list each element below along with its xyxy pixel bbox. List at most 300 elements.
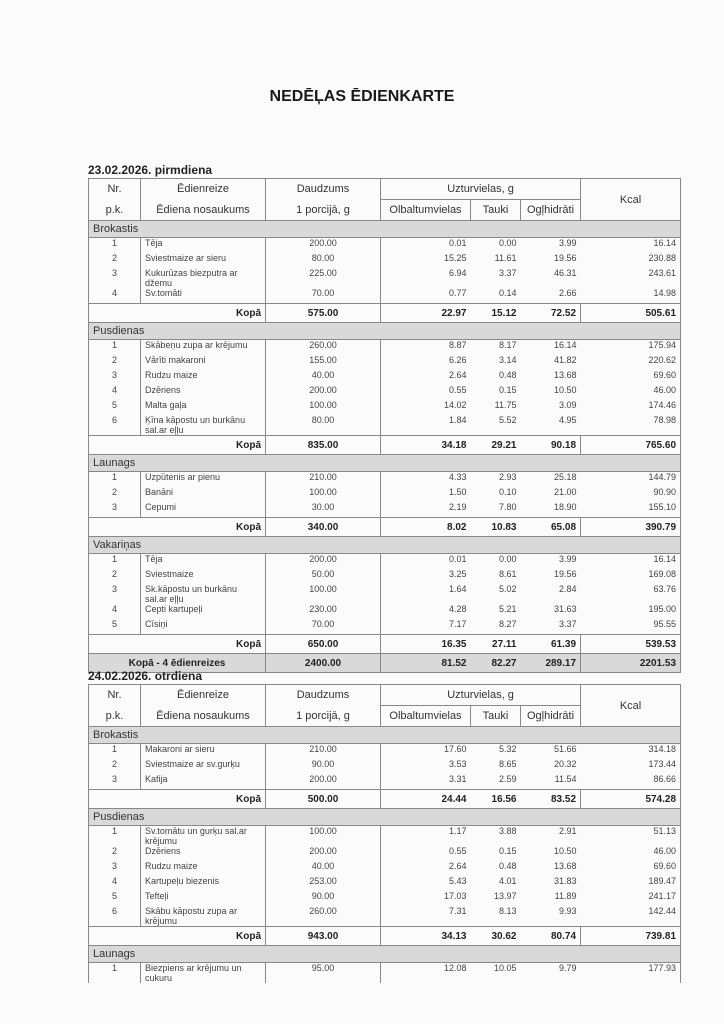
item-name: Malta gaļa bbox=[141, 400, 266, 415]
item-name: Cepumi bbox=[141, 502, 266, 518]
item-protein: 5.43 bbox=[448, 876, 467, 886]
item-name: Biezpiens ar krējumu un cukuru bbox=[141, 963, 266, 984]
item-number: 1 bbox=[89, 238, 141, 254]
table-row bbox=[89, 891, 681, 906]
item-carbs: 3.99 bbox=[559, 238, 577, 248]
total-kcal: 505.61 bbox=[581, 304, 681, 323]
item-carbs: 13.68 bbox=[554, 861, 577, 871]
item-number: 3 bbox=[89, 502, 141, 518]
header-fat: Tauki bbox=[471, 706, 521, 727]
total-protein: 16.35 bbox=[381, 635, 471, 654]
total-protein: 34.13 bbox=[381, 927, 471, 946]
section-row bbox=[89, 221, 681, 238]
table-row bbox=[89, 774, 681, 790]
item-kcal: 144.79 bbox=[581, 472, 681, 488]
item-kcal: 243.61 bbox=[581, 268, 681, 288]
item-protein: 0.55 bbox=[448, 385, 467, 395]
section-row bbox=[89, 946, 681, 963]
item-protein: 3.25 bbox=[448, 569, 467, 579]
item-kcal: 142.44 bbox=[581, 906, 681, 927]
total-fat: 29.21 bbox=[471, 436, 521, 455]
table-row bbox=[89, 906, 681, 927]
item-fat: 0.15 bbox=[498, 846, 517, 856]
item-quantity: 80.00 bbox=[266, 415, 381, 436]
item-carbs: 21.00 bbox=[554, 487, 577, 497]
header-kcal: Kcal bbox=[581, 685, 681, 727]
total-fat: 10.83 bbox=[471, 518, 521, 537]
item-name: Cīsiņi bbox=[141, 619, 266, 635]
table-row bbox=[89, 415, 681, 436]
item-protein: 6.94 bbox=[448, 268, 467, 278]
header-qty: Daudzums bbox=[266, 685, 381, 706]
day-label: 23.02.2026. pirmdiena bbox=[88, 163, 213, 177]
item-number: 3 bbox=[89, 370, 141, 385]
item-fat: 8.65 bbox=[498, 759, 517, 769]
item-name: Sv.tomāti bbox=[141, 288, 266, 304]
table-row bbox=[89, 502, 681, 518]
item-quantity: 100.00 bbox=[266, 584, 381, 604]
item-name: Dzēriens bbox=[141, 846, 266, 861]
item-quantity: 260.00 bbox=[266, 906, 381, 927]
header-nr: Nr. bbox=[89, 685, 141, 706]
item-quantity: 210.00 bbox=[266, 744, 381, 760]
total-label: Kopā bbox=[89, 635, 266, 654]
item-number: 1 bbox=[89, 826, 141, 847]
item-kcal: 63.76 bbox=[581, 584, 681, 604]
item-name: Sviestmaize ar sieru bbox=[141, 253, 266, 268]
item-quantity: 253.00 bbox=[266, 876, 381, 891]
item-number: 1 bbox=[89, 963, 141, 984]
item-fat: 8.27 bbox=[498, 619, 517, 629]
item-kcal: 177.93 bbox=[581, 963, 681, 984]
item-name: Sk.kāpostu un burkānu sal.ar eļļu bbox=[141, 584, 266, 604]
item-number: 4 bbox=[89, 385, 141, 400]
item-quantity: 155.00 bbox=[266, 355, 381, 370]
grand-total-quantity: 2400.00 bbox=[266, 654, 381, 673]
item-kcal: 69.60 bbox=[581, 370, 681, 385]
header-row bbox=[89, 685, 681, 706]
item-kcal: 46.00 bbox=[581, 385, 681, 400]
header-kcal: Kcal bbox=[581, 179, 681, 221]
item-number: 5 bbox=[89, 400, 141, 415]
item-protein: 7.17 bbox=[448, 619, 467, 629]
item-quantity: 230.00 bbox=[266, 604, 381, 619]
item-protein: 1.84 bbox=[448, 415, 467, 425]
header-nutrients: Uzturvielas, g bbox=[381, 685, 581, 706]
table-row bbox=[89, 385, 681, 400]
item-quantity: 50.00 bbox=[266, 569, 381, 584]
header-nutrients: Uzturvielas, g bbox=[381, 179, 581, 200]
item-kcal: 241.17 bbox=[581, 891, 681, 906]
total-label: Kopā bbox=[89, 304, 266, 323]
table-row bbox=[89, 355, 681, 370]
total-carbs: 90.18 bbox=[521, 436, 581, 455]
item-quantity: 100.00 bbox=[266, 487, 381, 502]
section-name: Vakariņas bbox=[89, 537, 681, 554]
item-kcal: 230.88 bbox=[581, 253, 681, 268]
item-number: 4 bbox=[89, 604, 141, 619]
total-protein: 8.02 bbox=[381, 518, 471, 537]
total-quantity: 943.00 bbox=[266, 927, 381, 946]
item-quantity: 200.00 bbox=[266, 846, 381, 861]
total-protein: 22.97 bbox=[381, 304, 471, 323]
item-number: 1 bbox=[89, 472, 141, 488]
item-carbs: 2.91 bbox=[559, 826, 577, 836]
item-fat: 11.75 bbox=[494, 400, 517, 410]
item-number: 1 bbox=[89, 340, 141, 356]
item-fat: 2.59 bbox=[498, 774, 517, 784]
item-protein: 17.03 bbox=[443, 891, 467, 901]
item-fat: 11.61 bbox=[494, 253, 517, 263]
item-number: 3 bbox=[89, 268, 141, 288]
item-name: Tefteļi bbox=[141, 891, 266, 906]
section-name: Pusdienas bbox=[89, 809, 681, 826]
grand-total-kcal: 2201.53 bbox=[581, 654, 681, 673]
item-quantity: 200.00 bbox=[266, 774, 381, 790]
item-fat: 8.13 bbox=[498, 906, 517, 916]
total-fat: 27.11 bbox=[471, 635, 521, 654]
table-row bbox=[89, 472, 681, 488]
item-number: 6 bbox=[89, 906, 141, 927]
item-protein: 0.01 bbox=[448, 554, 467, 564]
total-quantity: 650.00 bbox=[266, 635, 381, 654]
item-carbs: 19.56 bbox=[554, 253, 577, 263]
item-number: 2 bbox=[89, 759, 141, 774]
item-kcal: 78.98 bbox=[581, 415, 681, 436]
item-carbs: 10.50 bbox=[554, 846, 577, 856]
item-number: 5 bbox=[89, 891, 141, 906]
header-pk: p.k. bbox=[89, 706, 141, 727]
item-fat: 5.32 bbox=[498, 744, 517, 754]
item-protein: 6.26 bbox=[448, 355, 467, 365]
day-label: 24.02.2026. otrdiena bbox=[88, 669, 203, 683]
header-qty-unit: 1 porcijā, g bbox=[266, 200, 381, 221]
total-row bbox=[89, 635, 681, 654]
item-number: 4 bbox=[89, 288, 141, 304]
item-carbs: 11.54 bbox=[554, 774, 577, 784]
section-name: Brokastis bbox=[89, 221, 681, 238]
item-number: 2 bbox=[89, 569, 141, 584]
item-carbs: 19.56 bbox=[554, 569, 577, 579]
header-meal: Ēdienreize bbox=[141, 685, 266, 706]
item-fat: 7.80 bbox=[498, 502, 517, 512]
item-carbs: 9.79 bbox=[559, 963, 577, 973]
item-protein: 2.64 bbox=[448, 370, 467, 380]
item-name: Makaroni ar sieru bbox=[141, 744, 266, 760]
item-quantity: 90.00 bbox=[266, 891, 381, 906]
item-quantity: 40.00 bbox=[266, 370, 381, 385]
item-protein: 2.19 bbox=[448, 502, 467, 512]
header-nr: Nr. bbox=[89, 179, 141, 200]
item-kcal: 14.98 bbox=[581, 288, 681, 304]
item-quantity: 70.00 bbox=[266, 619, 381, 635]
table-row bbox=[89, 584, 681, 604]
table-row bbox=[89, 759, 681, 774]
item-kcal: 314.18 bbox=[581, 744, 681, 760]
item-number: 3 bbox=[89, 584, 141, 604]
item-number: 3 bbox=[89, 861, 141, 876]
item-name: Rudzu maize bbox=[141, 861, 266, 876]
item-carbs: 9.93 bbox=[559, 906, 577, 916]
total-carbs: 72.52 bbox=[521, 304, 581, 323]
section-row bbox=[89, 455, 681, 472]
item-fat: 10.05 bbox=[493, 963, 517, 973]
item-carbs: 3.09 bbox=[559, 400, 577, 410]
section-name: Launags bbox=[89, 946, 681, 963]
item-number: 2 bbox=[89, 355, 141, 370]
header-dish: Ēdiena nosaukums bbox=[141, 706, 266, 727]
total-carbs: 65.08 bbox=[521, 518, 581, 537]
item-fat: 5.02 bbox=[498, 584, 517, 594]
table-row bbox=[89, 238, 681, 254]
item-name: Skābu kāpostu zupa ar krējumu bbox=[141, 906, 266, 927]
item-fat: 13.97 bbox=[493, 891, 517, 901]
item-fat: 3.14 bbox=[498, 355, 517, 365]
item-name: Uzpūtenis ar pienu bbox=[141, 472, 266, 488]
total-quantity: 500.00 bbox=[266, 790, 381, 809]
item-number: 2 bbox=[89, 487, 141, 502]
item-protein: 1.17 bbox=[448, 826, 467, 836]
header-carbs: Ogļhidrāti bbox=[521, 200, 581, 221]
item-fat: 8.61 bbox=[498, 569, 517, 579]
table-row bbox=[89, 604, 681, 619]
item-name: Rudzu maize bbox=[141, 370, 266, 385]
item-carbs: 2.84 bbox=[559, 584, 577, 594]
item-fat: 4.01 bbox=[498, 876, 517, 886]
total-protein: 24.44 bbox=[381, 790, 471, 809]
item-carbs: 13.68 bbox=[554, 370, 577, 380]
item-quantity: 260.00 bbox=[266, 340, 381, 356]
item-protein: 4.33 bbox=[448, 472, 467, 482]
item-quantity: 225.00 bbox=[266, 268, 381, 288]
item-fat: 8.17 bbox=[498, 340, 517, 350]
item-kcal: 169.08 bbox=[581, 569, 681, 584]
table-row bbox=[89, 619, 681, 635]
grand-total-carbs: 289.17 bbox=[521, 654, 581, 673]
total-fat: 15.12 bbox=[471, 304, 521, 323]
table-row bbox=[89, 744, 681, 760]
total-kcal: 574.28 bbox=[581, 790, 681, 809]
item-kcal: 174.46 bbox=[581, 400, 681, 415]
item-kcal: 16.14 bbox=[581, 554, 681, 570]
total-label: Kopā bbox=[89, 790, 266, 809]
item-quantity: 100.00 bbox=[266, 400, 381, 415]
item-name: Cepti kartupeļi bbox=[141, 604, 266, 619]
item-name: Skābeņu zupa ar krējumu bbox=[141, 340, 266, 356]
item-carbs: 25.18 bbox=[554, 472, 577, 482]
table-row bbox=[89, 876, 681, 891]
day-tuesday bbox=[88, 669, 680, 983]
section-name: Launags bbox=[89, 455, 681, 472]
item-number: 6 bbox=[89, 415, 141, 436]
item-number: 5 bbox=[89, 619, 141, 635]
item-carbs: 2.66 bbox=[559, 288, 577, 298]
section-row bbox=[89, 809, 681, 826]
item-protein: 17.60 bbox=[443, 744, 467, 754]
total-label: Kopā bbox=[89, 436, 266, 455]
section-row bbox=[89, 537, 681, 554]
item-kcal: 155.10 bbox=[581, 502, 681, 518]
header-pk: p.k. bbox=[89, 200, 141, 221]
table-row bbox=[89, 554, 681, 570]
item-protein: 12.08 bbox=[443, 963, 467, 973]
section-name: Pusdienas bbox=[89, 323, 681, 340]
total-carbs: 83.52 bbox=[521, 790, 581, 809]
item-name: Vārīti makaroni bbox=[141, 355, 266, 370]
day-monday bbox=[88, 163, 680, 673]
item-protein: 1.64 bbox=[448, 584, 467, 594]
item-carbs: 10.50 bbox=[554, 385, 577, 395]
item-name: Sviestmaize bbox=[141, 569, 266, 584]
item-name: Kafija bbox=[141, 774, 266, 790]
item-quantity: 210.00 bbox=[266, 472, 381, 488]
header-protein: Olbaltumvielas bbox=[381, 200, 471, 221]
item-fat: 3.37 bbox=[498, 268, 517, 278]
table-row bbox=[89, 340, 681, 356]
total-carbs: 80.74 bbox=[521, 927, 581, 946]
item-kcal: 16.14 bbox=[581, 238, 681, 254]
item-kcal: 220.62 bbox=[581, 355, 681, 370]
header-qty: Daudzums bbox=[266, 179, 381, 200]
item-quantity: 200.00 bbox=[266, 554, 381, 570]
total-row bbox=[89, 927, 681, 946]
total-label: Kopā bbox=[89, 518, 266, 537]
item-kcal: 86.66 bbox=[581, 774, 681, 790]
item-quantity: 40.00 bbox=[266, 861, 381, 876]
item-fat: 0.00 bbox=[498, 554, 517, 564]
total-protein: 34.18 bbox=[381, 436, 471, 455]
item-fat: 5.52 bbox=[498, 415, 517, 425]
item-protein: 0.77 bbox=[448, 288, 467, 298]
item-fat: 0.15 bbox=[498, 385, 517, 395]
item-protein: 3.53 bbox=[448, 759, 467, 769]
table-row bbox=[89, 963, 681, 984]
item-carbs: 31.63 bbox=[554, 604, 577, 614]
section-row bbox=[89, 727, 681, 744]
item-quantity: 80.00 bbox=[266, 253, 381, 268]
grand-total-label: Kopā - 4 ēdienreizes bbox=[89, 654, 266, 673]
item-protein: 1.50 bbox=[448, 487, 467, 497]
item-protein: 15.25 bbox=[443, 253, 467, 263]
item-fat: 5.21 bbox=[498, 604, 517, 614]
total-kcal: 739.81 bbox=[581, 927, 681, 946]
item-kcal: 175.94 bbox=[581, 340, 681, 356]
item-carbs: 3.99 bbox=[559, 554, 577, 564]
item-carbs: 31.83 bbox=[554, 876, 577, 886]
total-kcal: 765.60 bbox=[581, 436, 681, 455]
total-quantity: 575.00 bbox=[266, 304, 381, 323]
item-name: Sv.tomātu un gurķu sal.ar krējumu bbox=[141, 826, 266, 847]
page-title: NEDĒĻAS ĒDIENKARTE bbox=[269, 88, 455, 105]
header-row bbox=[89, 179, 681, 200]
item-fat: 0.10 bbox=[498, 487, 517, 497]
header-carbs: Ogļhidrāti bbox=[521, 706, 581, 727]
item-protein: 8.87 bbox=[448, 340, 467, 350]
item-name: Tēja bbox=[141, 554, 266, 570]
item-name: Sviestmaize ar sv.gurķu bbox=[141, 759, 266, 774]
item-number: 1 bbox=[89, 744, 141, 760]
item-quantity: 30.00 bbox=[266, 502, 381, 518]
item-protein: 14.02 bbox=[443, 400, 467, 410]
item-kcal: 69.60 bbox=[581, 861, 681, 876]
item-carbs: 18.90 bbox=[554, 502, 577, 512]
item-quantity: 90.00 bbox=[266, 759, 381, 774]
item-fat: 0.48 bbox=[498, 861, 517, 871]
total-quantity: 340.00 bbox=[266, 518, 381, 537]
table-row bbox=[89, 370, 681, 385]
header-fat: Tauki bbox=[471, 200, 521, 221]
table-row bbox=[89, 826, 681, 847]
item-fat: 0.14 bbox=[498, 288, 517, 298]
item-kcal: 95.55 bbox=[581, 619, 681, 635]
item-quantity: 200.00 bbox=[266, 385, 381, 400]
item-fat: 3.88 bbox=[498, 826, 517, 836]
item-kcal: 46.00 bbox=[581, 846, 681, 861]
item-kcal: 90.90 bbox=[581, 487, 681, 502]
menu-table bbox=[88, 178, 681, 673]
table-row bbox=[89, 288, 681, 304]
section-row bbox=[89, 323, 681, 340]
item-carbs: 51.66 bbox=[554, 744, 577, 754]
total-row bbox=[89, 436, 681, 455]
total-fat: 16.56 bbox=[471, 790, 521, 809]
item-number: 3 bbox=[89, 774, 141, 790]
item-quantity: 95.00 bbox=[266, 963, 381, 984]
item-number: 2 bbox=[89, 846, 141, 861]
item-kcal: 189.47 bbox=[581, 876, 681, 891]
item-carbs: 4.95 bbox=[559, 415, 577, 425]
grand-total-protein: 81.52 bbox=[381, 654, 471, 673]
menu-table bbox=[88, 684, 681, 983]
total-row bbox=[89, 304, 681, 323]
item-carbs: 3.37 bbox=[559, 619, 577, 629]
item-protein: 0.55 bbox=[448, 846, 467, 856]
header-meal: Ēdienreize bbox=[141, 179, 266, 200]
item-name: Banāni bbox=[141, 487, 266, 502]
item-name: Kartupeļu biezenis bbox=[141, 876, 266, 891]
total-kcal: 539.53 bbox=[581, 635, 681, 654]
item-protein: 0.01 bbox=[448, 238, 467, 248]
total-fat: 30.62 bbox=[471, 927, 521, 946]
item-carbs: 20.32 bbox=[554, 759, 577, 769]
total-carbs: 61.39 bbox=[521, 635, 581, 654]
total-label: Kopā bbox=[89, 927, 266, 946]
item-fat: 0.00 bbox=[498, 238, 517, 248]
header-qty-unit: 1 porcijā, g bbox=[266, 706, 381, 727]
item-kcal: 51.13 bbox=[581, 826, 681, 847]
header-dish: Ēdiena nosaukums bbox=[141, 200, 266, 221]
item-kcal: 195.00 bbox=[581, 604, 681, 619]
table-row bbox=[89, 268, 681, 288]
item-carbs: 46.31 bbox=[554, 268, 577, 278]
table-row bbox=[89, 569, 681, 584]
header-protein: Olbaltumvielas bbox=[381, 706, 471, 727]
section-name: Brokastis bbox=[89, 727, 681, 744]
item-carbs: 41.82 bbox=[554, 355, 577, 365]
item-number: 4 bbox=[89, 876, 141, 891]
item-fat: 0.48 bbox=[498, 370, 517, 380]
item-name: Kukurūzas biezputra ar džemu bbox=[141, 268, 266, 288]
table-row bbox=[89, 487, 681, 502]
item-kcal: 173.44 bbox=[581, 759, 681, 774]
item-quantity: 70.00 bbox=[266, 288, 381, 304]
item-name: Ķīna kāpostu un burkānu sal.ar eļļu bbox=[141, 415, 266, 436]
item-carbs: 16.14 bbox=[554, 340, 577, 350]
item-protein: 4.28 bbox=[448, 604, 467, 614]
item-name: Tēja bbox=[141, 238, 266, 254]
item-quantity: 200.00 bbox=[266, 238, 381, 254]
table-row bbox=[89, 861, 681, 876]
